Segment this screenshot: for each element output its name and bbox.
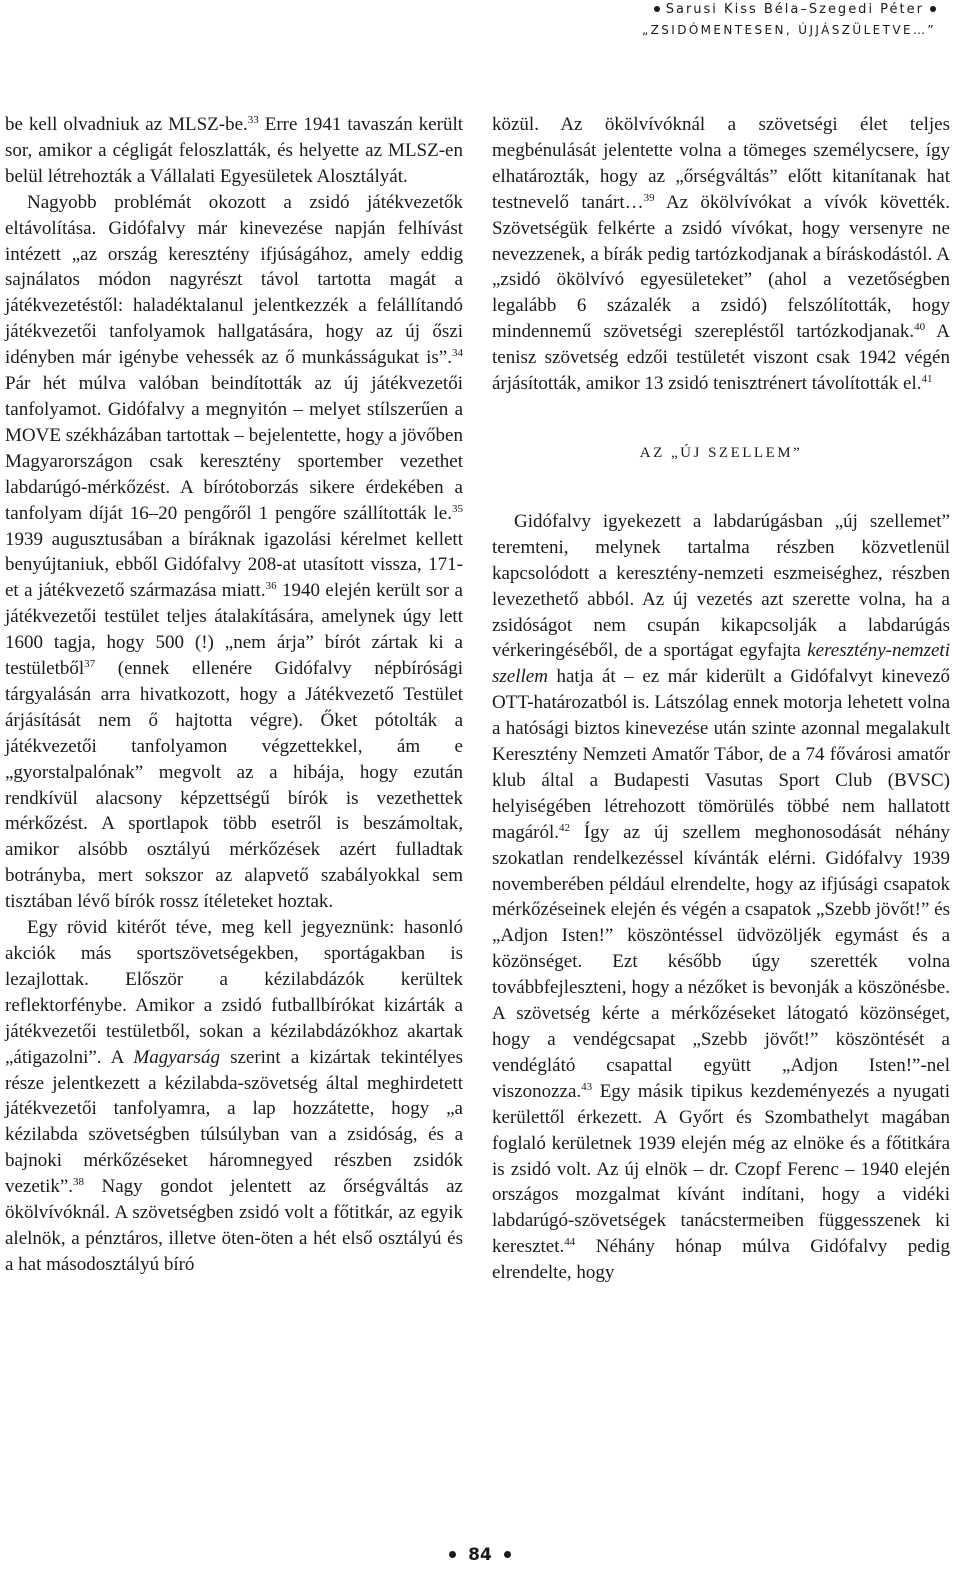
footnote-ref: 44	[564, 1236, 576, 1249]
text-run: Erre 1941 tavaszán került sor, amikor a cégligát feloszlatták, és helyette az MLSZ-en belül létrehozták a Vállalati Egyesületek Alosztályát.	[5, 114, 464, 187]
footnote-ref: 40	[914, 321, 926, 334]
text-run: 1939 augusztusában a bíráknak igazolási kérelmet kellett benyújtaniuk, ebből Gidófalvy 208-at utasított vissza, 171-et a játékvezető származása miatt.	[5, 528, 463, 602]
header-authors: Sarusi Kiss Béla–Szegedi Péter	[665, 2, 924, 17]
right-column	[492, 112, 950, 1286]
text-run: Néhány hónap múlva Gidófalvy pedig elrendelte, hogy	[492, 1236, 950, 1284]
left-column	[5, 112, 463, 1278]
footnote-ref: 36	[265, 580, 277, 593]
text-run: hatja át – ez már kiderült a Gidófalvyt kinevező OTT-határozatból is. Látszólag ennek motorja lehetett volna a hatósági biztos kinevezése után szinte azonnal megalakult Keresztény Nemzeti Amatőr Tábor, de a 74 fővárosi amatőr klub által a Budapesti Vasutas Sport Club (BVSC) helyiségében létrehozott tömörülés többé nem hallatott magáról.	[492, 666, 950, 843]
paragraph	[492, 112, 950, 397]
text-run: be kell olvadniuk az MLSZ-be.	[5, 114, 248, 135]
footnote-ref: 33	[247, 114, 259, 126]
italic-phrase: keresztény-nemzeti szellem	[492, 640, 950, 688]
header-title: „ZSIDÓMENTESEN, ÚJJÁSZÜLETVE…”	[642, 23, 936, 37]
bullet-dot	[504, 1551, 511, 1558]
footnote-ref: 42	[559, 821, 571, 834]
text-run: Nagy gondot jelentett az őrségváltás az ökölvívóknál. A szövetségben zsidó volt a főtitkár, az egyik alelnök, a pénztáros, illetve öten-öten a hét első osztályú és a hat másodosztályú bíró	[5, 1176, 463, 1275]
footnote-ref: 39	[643, 191, 655, 204]
paragraph	[492, 509, 950, 1286]
text-run: Így az új szellem meghonosodását néhány szokatlan rendelkezéssel kívánták elérni. Gidófalvy 1939 novemberében például elrendelte, hogy az ifjúsági csapatok mérkőzéseinek elején és végén a csapatok „Szebb jövőt!” és „Adjon Isten!” köszöntéssel üdvözöljék egymást és a közönséget. Ezt később úgy szerették volna továbbfejleszteni, hogy a nézőket is bevonják a köszönésbe. A szövetség kérte a mérkőzéseket látogató közönséget, hogy a vendégcsapat „Szebb jövőt!” köszöntését a vendéglátó csapattal együtt „Adjon Isten!”-nel viszonozza.	[492, 821, 950, 1102]
paragraph	[5, 915, 463, 1278]
bullet-dot	[449, 1551, 456, 1558]
footnote-ref: 38	[73, 1176, 85, 1189]
page-footer	[0, 1543, 960, 1567]
text-run: Nagyobb problémát okozott a zsidó játékvezetők eltávolítása. Gidófalvy már kinevezése napján felhívást intézett „az ország keresztény ifjúságához, amely eddig sajnálatos módon nagyrészt távol tartotta magát a játékvezetéstől: haladéktalanul jelentkezzék a felállítandó játékvezetői tanfolyamok hallgatására, hogy az új őszi idényben már igénybe vehessék az ő munkásságukat is”.	[5, 191, 463, 369]
section-title: AZ „ÚJ SZELLEM”	[639, 444, 803, 461]
text-run: Pár hét múlva valóban beindították az új játékvezetői tanfolyamot. Gidófalvy a megnyitón – melyet stílszerűen a MOVE székházában tartottak – bejelentette, hogy a jövőben Magyarországon csak keresztény sportember vezethet labdarúgó-mérkőzést. A bírótoborzás sikere érdekében a tanfolyam díját 16–20 pengőről 1 pengőre szállították le.	[5, 373, 463, 524]
text-run: Egy rövid kitérőt téve, meg kell jegyeznünk: hasonló akciók más sportszövetségekben, sportágakban is lezajlottak. Először a kézilabdázók kerültek reflektorfénybe. Amikor a zsidó futballbírókat kizárták a játékvezetői testületből, sokan a kézilabdázókhoz akartak „átigazolni”. A	[5, 917, 463, 1068]
footnote-ref: 41	[921, 373, 933, 386]
footnote-ref: 34	[452, 347, 463, 360]
paragraph	[5, 112, 463, 190]
paragraph	[5, 190, 463, 915]
text-run: Az ökölvívókat a vívók követték. Szövetségük felkérte a zsidó vívókat, hogy versenyre ne nevezzenek, a bírák pedig tartózkodjanak a bíráskodástól. A „zsidó ökölvívó egyesületeket” (ahol a vezetőségben legalább 6 százalék a zsidó) felszólították, hogy mindennemű szövetségi szerepléstől tartózkodjanak.	[492, 191, 950, 343]
text-run: közül. Az ökölvívóknál a szövetségi élet teljes megbénulását jelentette volna a tömeges személycsere, így elhatározták, hogy az „őrségváltás” előtt kitanítanak hat testnevelő tanárt…	[492, 114, 950, 213]
text-run: Egy másik tipikus kezdeményezés a nyugati kerülettől érkezett. A Győrt és Szombathelyt magában foglaló kerületnek 1939 elején még az elnöke és a főtitkára is zsidó volt. Az új elnök – dr. Czopf Ferenc – 1940 elején országos mozgalmat kívánt indítani, hogy a vidéki labdarúgó-szövetségek tanácstermeiben függesszenek ki keresztet.	[492, 1080, 950, 1258]
text-run: A tenisz szövetség edzői testületét viszont csak 1942 végén árjásították, amikor 13 zsidó tenisztrénert távolították el.	[492, 321, 950, 395]
footnote-ref: 43	[581, 1080, 593, 1093]
text-run: Gidófalvy igyekezett a labdarúgásban „új szellemet” teremteni, melynek tartalma részben közvetlenül kapcsolódott a keresztény-nemzeti eszmeiséghez, részben levezethető abból. Az új vezetés azt szerette volna, ha a zsidóságot nem csupán kikapcsolják a labdarúgás vérkeringéséből, de a sportágat egyfajta	[492, 510, 950, 662]
text-run: (ennek ellenére Gidófalvy népbírósági tárgyalásán arra hivatkozott, hogy a Játékvezető Testület árjásítását nem ő hajtotta végre). Őket pótolták a játékvezetői tanfolyamon végzettekkel, ám e „gyorstalpalónak” megvolt az a hibája, hogy ezután rendkívül alacsony képzettségű bírók is vezethettek mérkőzést. A sportlapok több esetről is beszámoltak, amikor alsóbb osztályú mérkőzések azért fulladtak botrányba, mert sokszor az alapvető szabályokkal sem tisztában lévő bírók rossz ítéleteket hoztak.	[5, 658, 463, 913]
footnote-ref: 37	[84, 658, 96, 671]
bullet-dot	[654, 6, 660, 12]
header-authors-line	[648, 1, 942, 18]
text-run: 1940 elején került sor a játékvezetői testület teljes átalakítására, amelynek úgy lett 1600 tagja, hogy 500 (!) „nem árja” bírót zártak ki a testületből	[5, 580, 463, 680]
text-run: szerint a kizártak tekintélyes része jelentkezett a kézilabda-szövetség által meghirdetett játékvezetői tanfolyamra, a lap hozzátette, hogy „a kézilabda szövetségben túlsúlyban van a zsidóság, és a bajnoki mérkőzéseket háromnegyed részben zsidók vezetik”.	[5, 1046, 463, 1198]
bullet-dot	[930, 6, 936, 12]
italic-title: Magyarság	[133, 1046, 220, 1068]
footnote-ref: 35	[452, 502, 463, 515]
page-number: 84	[468, 1545, 492, 1565]
